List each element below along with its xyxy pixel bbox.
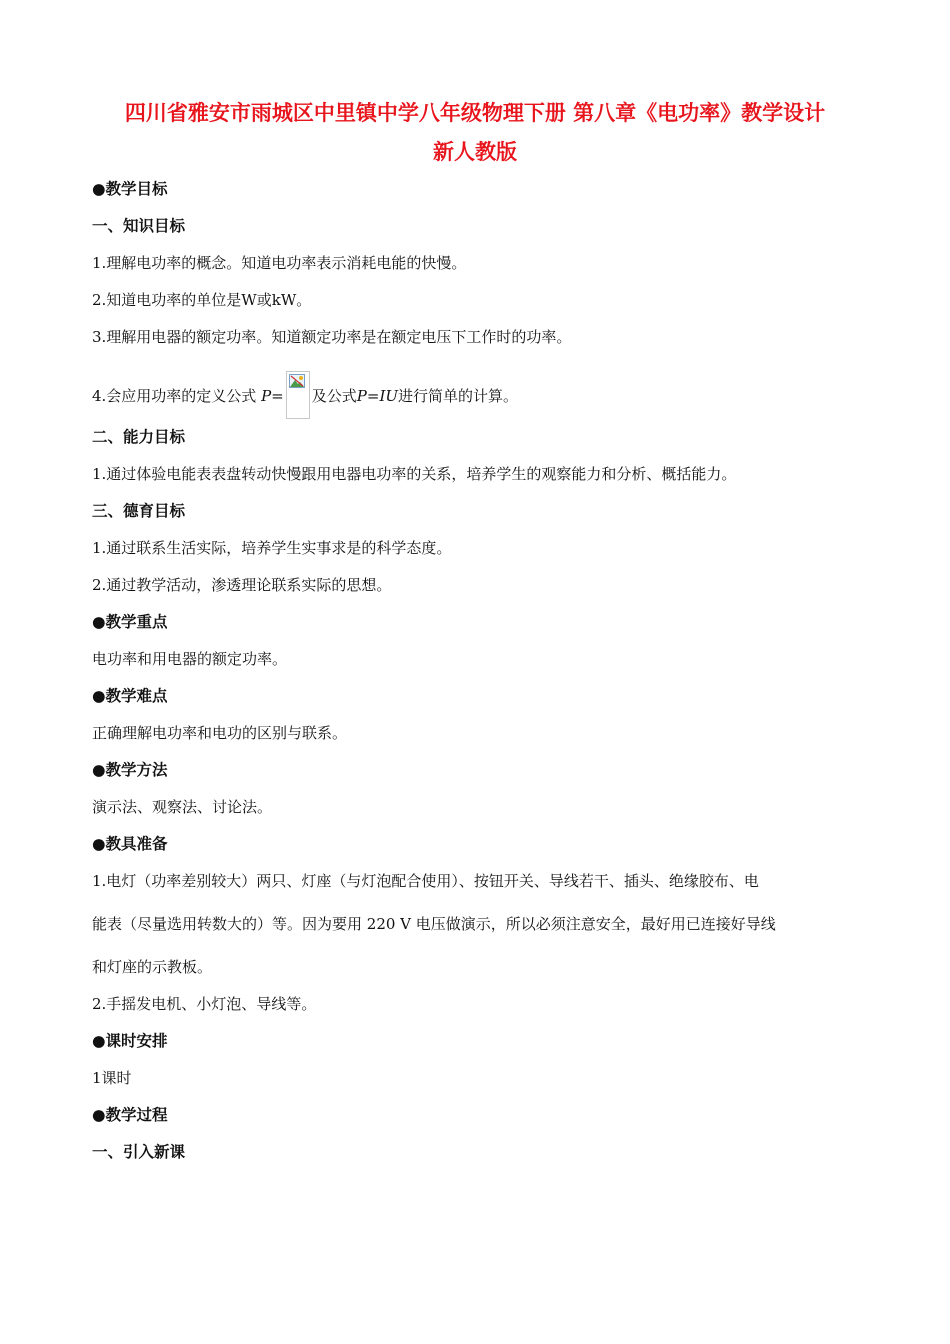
- subheading-intro: 一、引入新课: [92, 1143, 186, 1161]
- moral-item-1: 1.通过联系生活实际，培养学生实事求是的科学态度。: [92, 539, 452, 557]
- section-heading-tools: ●教具准备: [92, 835, 168, 853]
- knowledge-item-4-mid: 及公式: [311, 387, 357, 405]
- document-title-line2: 新人教版: [433, 140, 517, 164]
- moral-item-2: 2.通过教学活动，渗透理论联系实际的思想。: [92, 576, 392, 594]
- subheading-knowledge: 一、知识目标: [92, 217, 186, 235]
- section-heading-goals: ●教学目标: [92, 180, 168, 198]
- section-heading-key-points: ●教学重点: [92, 613, 168, 631]
- method-text: 演示法、观察法、讨论法。: [92, 798, 273, 816]
- knowledge-item-4-suffix: 进行简单的计算。: [398, 387, 519, 405]
- knowledge-item-3: 3.理解用电器的额定功率。知道额定功率是在额定电压下工作时的功率。: [92, 328, 572, 346]
- key-points-text: 电功率和用电器的额定功率。: [92, 650, 288, 668]
- broken-image-icon: [289, 374, 305, 388]
- knowledge-item-2: 2.知道电功率的单位是W或kW。: [92, 291, 312, 309]
- knowledge-item-4: [92, 373, 518, 421]
- tools-item-1-line-1: 1.电灯（功率差别较大）两只、灯座（与灯泡配合使用）、按钮开关、导线若干、插头、绝缘胶布、电: [92, 872, 759, 890]
- tools-item-2: 2.手摇发电机、小灯泡、导线等。: [92, 995, 317, 1013]
- knowledge-item-1: 1.理解电功率的概念。知道电功率表示消耗电能的快慢。: [92, 254, 467, 272]
- formula-image-placeholder: [286, 371, 310, 419]
- formula-p-equals: P=: [261, 387, 284, 405]
- ability-item-1: 1.通过体验电能表表盘转动快慢跟用电器电功率的关系，培养学生的观察能力和分析、概括能力。: [92, 465, 737, 483]
- document-title-line1: 四川省雅安市雨城区中里镇中学八年级物理下册 第八章《电功率》教学设计: [124, 101, 826, 125]
- section-heading-difficulty: ●教学难点: [92, 687, 168, 705]
- knowledge-item-4-prefix: 4.会应用功率的定义公式: [92, 387, 262, 405]
- schedule-text: 1课时: [92, 1069, 132, 1087]
- section-heading-method: ●教学方法: [92, 761, 168, 779]
- formula-p-iu: P=IU: [356, 387, 399, 405]
- section-heading-process: ●教学过程: [92, 1106, 168, 1124]
- subheading-moral: 三、德育目标: [92, 502, 186, 520]
- tools-item-1-line-2: 能表（尽量选用转数大的）等。因为要用 220 V 电压做演示，所以必须注意安全，最好用已连接好导线: [92, 915, 776, 933]
- difficulty-text: 正确理解电功率和电功的区别与联系。: [92, 724, 348, 742]
- section-heading-schedule: ●课时安排: [92, 1032, 168, 1050]
- tools-item-1-line-3: 和灯座的示教板。: [92, 958, 213, 976]
- subheading-ability: 二、能力目标: [92, 428, 186, 446]
